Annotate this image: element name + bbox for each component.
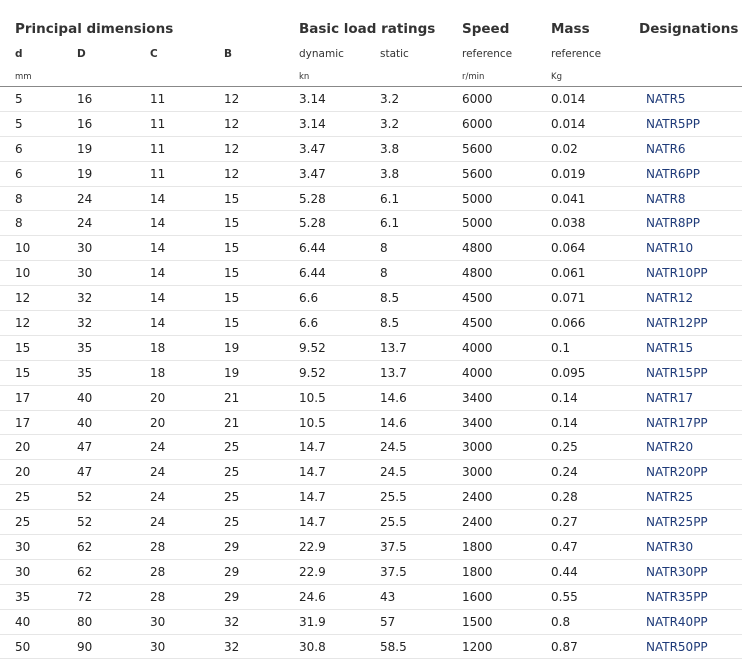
cell-static: 24.5 xyxy=(380,440,407,455)
cell-D: 30 xyxy=(77,241,93,256)
cell-B: 21 xyxy=(224,415,240,430)
cell-speed: 4000 xyxy=(462,340,493,355)
cell-dynamic: 22.9 xyxy=(299,540,326,555)
cell-C: 24 xyxy=(150,440,166,455)
cell-designation[interactable]: NATR30 xyxy=(646,540,694,555)
cell-B: 29 xyxy=(224,564,240,579)
header-designations: Designations xyxy=(639,21,739,37)
cell-D: 72 xyxy=(77,589,93,604)
cell-designation[interactable]: NATR25 xyxy=(646,490,694,505)
cell-B: 15 xyxy=(224,241,240,256)
subheader-D: D xyxy=(77,48,86,60)
cell-d: 30 xyxy=(15,540,31,555)
cell-C: 14 xyxy=(150,266,166,281)
cell-static: 13.7 xyxy=(380,365,407,380)
cell-mass: 0.066 xyxy=(551,316,586,331)
cell-speed: 3000 xyxy=(462,440,493,455)
cell-D: 32 xyxy=(77,291,93,306)
cell-designation[interactable]: NATR20 xyxy=(646,440,694,455)
cell-d: 8 xyxy=(15,191,23,206)
subheader-mass-reference: reference xyxy=(551,48,602,60)
cell-dynamic: 30.8 xyxy=(299,639,326,654)
table-row xyxy=(0,435,742,460)
cell-speed: 4800 xyxy=(462,241,493,256)
cell-d: 20 xyxy=(15,465,31,480)
cell-dynamic: 9.52 xyxy=(299,340,326,355)
cell-d: 8 xyxy=(15,216,23,231)
subheader-d: d xyxy=(15,48,23,60)
cell-static: 3.2 xyxy=(380,92,400,106)
cell-speed: 5000 xyxy=(462,191,493,206)
cell-designation[interactable]: NATR17PP xyxy=(646,415,708,430)
cell-mass: 0.87 xyxy=(551,639,578,654)
cell-C: 28 xyxy=(150,564,166,579)
cell-C: 14 xyxy=(150,216,166,231)
cell-B: 25 xyxy=(224,490,240,505)
cell-dynamic: 14.7 xyxy=(299,465,326,480)
table-row xyxy=(0,336,742,361)
cell-D: 35 xyxy=(77,340,93,355)
cell-mass: 0.44 xyxy=(551,564,578,579)
cell-C: 14 xyxy=(150,316,166,331)
cell-static: 8 xyxy=(380,266,388,281)
cell-C: 11 xyxy=(150,116,166,131)
cell-D: 40 xyxy=(77,415,93,430)
cell-static: 13.7 xyxy=(380,340,407,355)
cell-static: 8.5 xyxy=(380,291,400,306)
cell-designation[interactable]: NATR50PP xyxy=(646,639,708,654)
cell-designation[interactable]: NATR15 xyxy=(646,340,694,355)
header-mass: Mass xyxy=(551,21,590,37)
table-row xyxy=(0,162,742,187)
cell-designation[interactable]: NATR10PP xyxy=(646,266,708,281)
cell-C: 28 xyxy=(150,589,166,604)
cell-B: 12 xyxy=(224,92,240,106)
cell-C: 30 xyxy=(150,639,166,654)
cell-mass: 0.041 xyxy=(551,191,586,206)
cell-d: 15 xyxy=(15,340,31,355)
cell-speed: 1800 xyxy=(462,564,493,579)
cell-designation[interactable]: NATR17 xyxy=(646,390,694,405)
cell-d: 17 xyxy=(15,390,31,405)
cell-dynamic: 6.6 xyxy=(299,316,319,331)
table-row xyxy=(0,411,742,436)
header-principal-dimensions: Principal dimensions xyxy=(15,21,174,37)
cell-mass: 0.038 xyxy=(551,216,586,231)
cell-B: 15 xyxy=(224,316,240,331)
subheader-dynamic: dynamic xyxy=(299,48,344,60)
cell-speed: 4800 xyxy=(462,266,493,281)
table-row xyxy=(0,286,742,311)
cell-speed: 4500 xyxy=(462,316,493,331)
unit-load: kn xyxy=(299,72,310,82)
cell-speed: 3400 xyxy=(462,415,493,430)
cell-C: 14 xyxy=(150,291,166,306)
cell-speed: 6000 xyxy=(462,116,493,131)
cell-designation[interactable]: NATR20PP xyxy=(646,465,708,480)
cell-dynamic: 5.28 xyxy=(299,191,326,206)
cell-d: 12 xyxy=(15,291,31,306)
cell-speed: 4000 xyxy=(462,365,493,380)
cell-designation[interactable]: NATR12PP xyxy=(646,316,708,331)
subheader-speed-reference: reference xyxy=(462,48,513,60)
cell-dynamic: 14.7 xyxy=(299,515,326,530)
cell-D: 24 xyxy=(77,191,93,206)
cell-speed: 4500 xyxy=(462,291,493,306)
cell-D: 19 xyxy=(77,141,93,156)
cell-static: 57 xyxy=(380,614,396,629)
cell-B: 19 xyxy=(224,340,240,355)
cell-dynamic: 5.28 xyxy=(299,216,326,231)
cell-d: 35 xyxy=(15,589,31,604)
cell-C: 20 xyxy=(150,390,166,405)
cell-D: 47 xyxy=(77,465,93,480)
cell-dynamic: 6.44 xyxy=(299,266,326,281)
cell-mass: 0.47 xyxy=(551,540,578,555)
cell-D: 16 xyxy=(77,92,93,106)
cell-speed: 5600 xyxy=(462,141,493,156)
cell-static: 8 xyxy=(380,241,388,256)
cell-dynamic: 3.47 xyxy=(299,141,326,156)
cell-speed: 2400 xyxy=(462,490,493,505)
cell-mass: 0.1 xyxy=(551,340,571,355)
cell-dynamic: 9.52 xyxy=(299,365,326,380)
cell-B: 19 xyxy=(224,365,240,380)
table-row xyxy=(0,311,742,336)
cell-mass: 0.25 xyxy=(551,440,578,455)
table-row xyxy=(0,361,742,386)
cell-C: 24 xyxy=(150,465,166,480)
cell-static: 3.8 xyxy=(380,141,400,156)
cell-d: 5 xyxy=(15,116,23,131)
cell-d: 40 xyxy=(15,614,31,629)
cell-static: 25.5 xyxy=(380,490,407,505)
cell-designation[interactable]: NATR8PP xyxy=(646,216,701,231)
cell-d: 6 xyxy=(15,141,23,156)
cell-D: 52 xyxy=(77,490,93,505)
cell-C: 11 xyxy=(150,92,166,106)
cell-D: 19 xyxy=(77,166,93,181)
cell-speed: 1600 xyxy=(462,589,493,604)
cell-mass: 0.14 xyxy=(551,415,578,430)
table-row xyxy=(0,510,742,535)
cell-d: 25 xyxy=(15,490,31,505)
cell-speed: 1200 xyxy=(462,639,493,654)
table-row xyxy=(0,560,742,585)
cell-D: 80 xyxy=(77,614,93,629)
cell-static: 43 xyxy=(380,589,396,604)
cell-speed: 6000 xyxy=(462,92,493,106)
cell-D: 90 xyxy=(77,639,93,654)
cell-static: 24.5 xyxy=(380,465,407,480)
cell-speed: 1500 xyxy=(462,614,493,629)
cell-mass: 0.061 xyxy=(551,266,586,281)
cell-D: 62 xyxy=(77,540,93,555)
cell-static: 58.5 xyxy=(380,639,407,654)
unit-dimensions: mm xyxy=(15,72,32,82)
cell-D: 62 xyxy=(77,564,93,579)
cell-static: 3.8 xyxy=(380,166,400,181)
cell-D: 30 xyxy=(77,266,93,281)
cell-designation[interactable]: NATR25PP xyxy=(646,515,708,530)
cell-dynamic: 10.5 xyxy=(299,415,326,430)
cell-B: 12 xyxy=(224,141,240,156)
cell-dynamic: 6.44 xyxy=(299,241,326,256)
cell-mass: 0.27 xyxy=(551,515,578,530)
cell-speed: 3000 xyxy=(462,465,493,480)
cell-B: 15 xyxy=(224,266,240,281)
cell-B: 15 xyxy=(224,291,240,306)
cell-static: 25.5 xyxy=(380,515,407,530)
table-row xyxy=(0,535,742,560)
cell-dynamic: 24.6 xyxy=(299,589,326,604)
cell-static: 6.1 xyxy=(380,216,400,231)
cell-mass: 0.8 xyxy=(551,614,571,629)
cell-C: 11 xyxy=(150,141,166,156)
cell-B: 12 xyxy=(224,116,240,131)
cell-speed: 5000 xyxy=(462,216,493,231)
cell-static: 14.6 xyxy=(380,390,407,405)
cell-d: 15 xyxy=(15,365,31,380)
cell-d: 6 xyxy=(15,166,23,181)
cell-speed: 1800 xyxy=(462,540,493,555)
cell-mass: 0.02 xyxy=(551,141,578,156)
cell-d: 10 xyxy=(15,266,31,281)
table-row xyxy=(0,485,742,510)
cell-mass: 0.014 xyxy=(551,92,586,106)
cell-D: 16 xyxy=(77,116,93,131)
subheader-static: static xyxy=(380,48,409,60)
cell-d: 5 xyxy=(15,92,23,106)
cell-d: 12 xyxy=(15,316,31,331)
cell-designation[interactable]: NATR40PP xyxy=(646,614,708,629)
cell-speed: 2400 xyxy=(462,515,493,530)
cell-dynamic: 14.7 xyxy=(299,440,326,455)
cell-D: 52 xyxy=(77,515,93,530)
cell-mass: 0.064 xyxy=(551,241,586,256)
table-row xyxy=(0,635,742,660)
cell-dynamic: 31.9 xyxy=(299,614,326,629)
table-row xyxy=(0,585,742,610)
cell-static: 14.6 xyxy=(380,415,407,430)
cell-B: 32 xyxy=(224,639,240,654)
cell-d: 30 xyxy=(15,564,31,579)
cell-B: 25 xyxy=(224,440,240,455)
cell-d: 17 xyxy=(15,415,31,430)
cell-dynamic: 3.14 xyxy=(299,116,326,131)
cell-mass: 0.14 xyxy=(551,390,578,405)
cell-mass: 0.24 xyxy=(551,465,578,480)
table-row xyxy=(0,386,742,411)
cell-B: 32 xyxy=(224,614,240,629)
table-row xyxy=(0,460,742,485)
cell-C: 11 xyxy=(150,166,166,181)
table-row xyxy=(0,610,742,635)
table-body xyxy=(0,87,742,659)
cell-designation[interactable]: NATR6 xyxy=(646,141,686,156)
cell-D: 47 xyxy=(77,440,93,455)
cell-C: 20 xyxy=(150,415,166,430)
cell-B: 15 xyxy=(224,216,240,231)
cell-C: 24 xyxy=(150,490,166,505)
cell-dynamic: 22.9 xyxy=(299,564,326,579)
cell-B: 29 xyxy=(224,540,240,555)
table-row xyxy=(0,261,742,286)
cell-mass: 0.071 xyxy=(551,291,586,306)
cell-designation[interactable]: NATR6PP xyxy=(646,166,701,181)
cell-static: 37.5 xyxy=(380,564,407,579)
cell-C: 24 xyxy=(150,515,166,530)
subheader-C: C xyxy=(150,48,158,60)
cell-B: 25 xyxy=(224,515,240,530)
cell-dynamic: 14.7 xyxy=(299,490,326,505)
cell-B: 12 xyxy=(224,166,240,181)
cell-C: 18 xyxy=(150,340,166,355)
cell-d: 20 xyxy=(15,440,31,455)
cell-C: 18 xyxy=(150,365,166,380)
cell-dynamic: 3.14 xyxy=(299,92,326,106)
cell-d: 25 xyxy=(15,515,31,530)
unit-mass: Kg xyxy=(551,72,562,82)
cell-C: 14 xyxy=(150,241,166,256)
cell-designation[interactable]: NATR30PP xyxy=(646,564,708,579)
cell-static: 3.2 xyxy=(380,116,400,131)
header-speed: Speed xyxy=(462,21,510,37)
cell-mass: 0.019 xyxy=(551,166,586,181)
cell-designation[interactable]: NATR15PP xyxy=(646,365,708,380)
table-row xyxy=(0,187,742,212)
cell-static: 6.1 xyxy=(380,191,400,206)
cell-D: 32 xyxy=(77,316,93,331)
cell-designation[interactable]: NATR10 xyxy=(646,241,694,256)
cell-dynamic: 3.47 xyxy=(299,166,326,181)
table-row xyxy=(0,137,742,162)
unit-speed: r/min xyxy=(462,72,485,82)
cell-d: 50 xyxy=(15,639,31,654)
table-row xyxy=(0,211,742,236)
cell-dynamic: 10.5 xyxy=(299,390,326,405)
table-row xyxy=(0,87,742,112)
cell-D: 35 xyxy=(77,365,93,380)
cell-D: 24 xyxy=(77,216,93,231)
cell-static: 37.5 xyxy=(380,540,407,555)
cell-C: 14 xyxy=(150,191,166,206)
header-basic-load-ratings: Basic load ratings xyxy=(299,21,436,37)
cell-B: 15 xyxy=(224,191,240,206)
cell-mass: 0.014 xyxy=(551,116,586,131)
cell-designation[interactable]: NATR12 xyxy=(646,291,694,306)
cell-mass: 0.55 xyxy=(551,589,578,604)
cell-B: 29 xyxy=(224,589,240,604)
cell-static: 8.5 xyxy=(380,316,400,331)
cell-B: 25 xyxy=(224,465,240,480)
cell-d: 10 xyxy=(15,241,31,256)
subheader-B: B xyxy=(224,48,233,60)
cell-speed: 3400 xyxy=(462,390,493,405)
cell-speed: 5600 xyxy=(462,166,493,181)
cell-B: 21 xyxy=(224,390,240,405)
cell-D: 40 xyxy=(77,390,93,405)
cell-C: 30 xyxy=(150,614,166,629)
table-row xyxy=(0,112,742,137)
cell-designation[interactable]: NATR35PP xyxy=(646,589,708,604)
cell-dynamic: 6.6 xyxy=(299,291,319,306)
table-row xyxy=(0,236,742,261)
cell-designation[interactable]: NATR5PP xyxy=(646,116,701,131)
cell-C: 28 xyxy=(150,540,166,555)
cell-mass: 0.095 xyxy=(551,365,586,380)
cell-designation[interactable]: NATR8 xyxy=(646,191,686,206)
cell-mass: 0.28 xyxy=(551,490,578,505)
cell-designation[interactable]: NATR5 xyxy=(646,92,686,106)
